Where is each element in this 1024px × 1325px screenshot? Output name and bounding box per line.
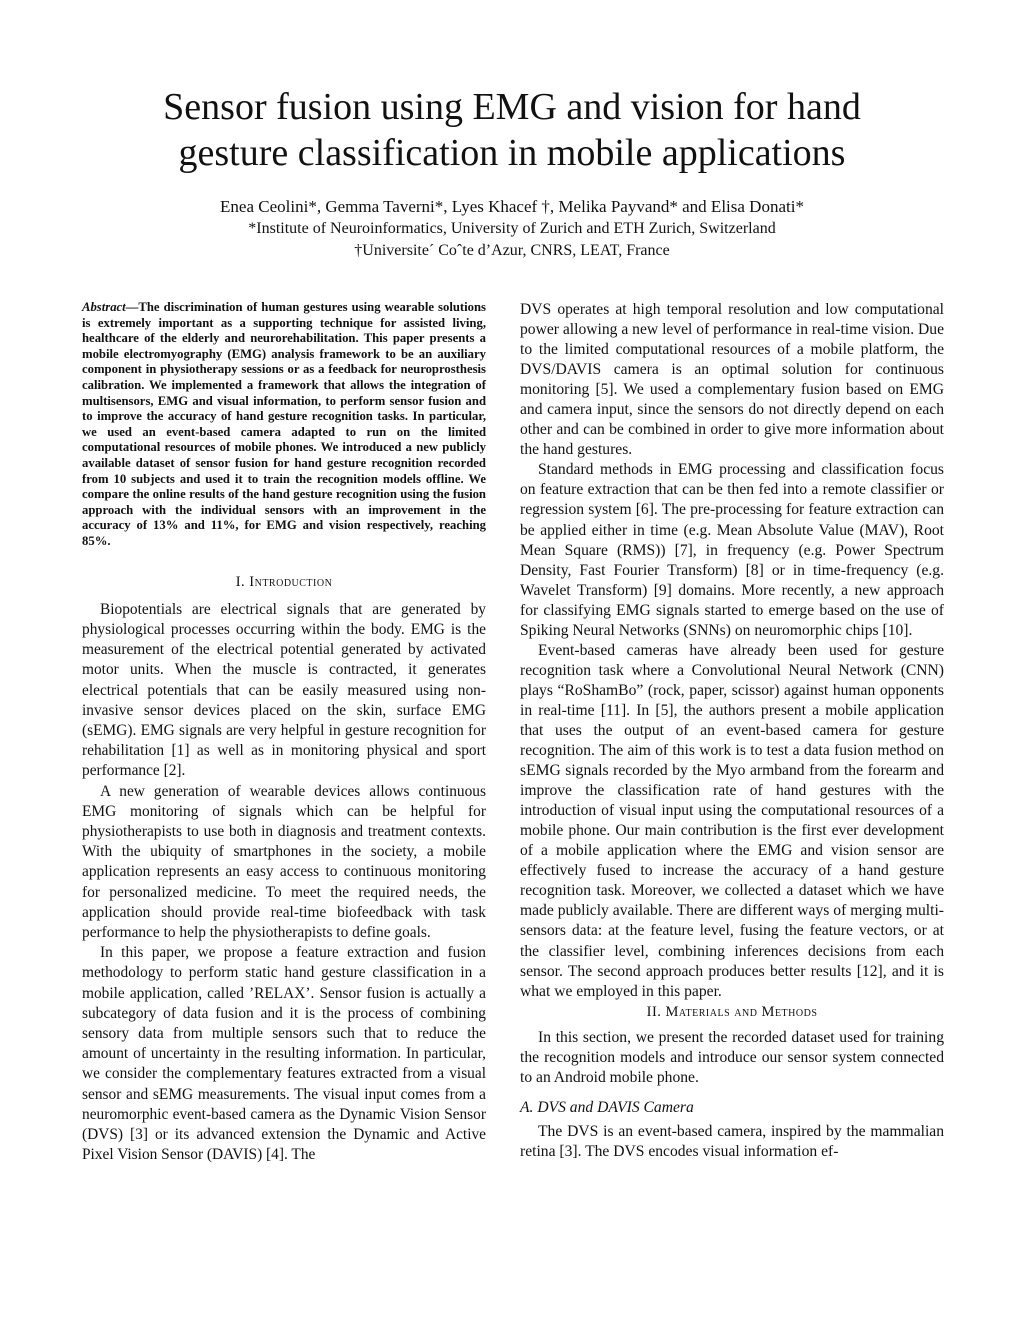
intro-paragraph-2: A new generation of wearable devices allows continuous EMG monitoring of signals which can be helpful for physiotherapists to use both in diagnosis and treatment contexts. With the ubiquity of smartphones in the society, a mobile application represents an easy access to continuous monitoring for personalized medicine. To meet the required needs, the application should provide real-time biofeedback with task performance to help the physiotherapists to define goals. bbox=[82, 782, 486, 941]
right-paragraph-3: Event-based cameras have already been used for gesture recognition task where a Convolutional Neural Network (CNN) plays “RoShamBo” (rock, paper, scissor) against human opponents in real-time [11]. In [5], the authors present a mobile application that uses the output of an event-based camera for gesture recognition. The aim of this work is to test a data fusion method on sEMG signals recorded by the Myo armband from the forearm and improve the classification rate of hand gestures with the introduction of visual input using the computational resources of a mobile phone. Our main contribution is the first ever development of a mobile application where the EMG and vision sensor are effectively fused to increase the accuracy of a hand gesture recognition task. Moreover, we collected a dataset which we have made publicly available. There are different ways of merging multi-sensors data: at the feature level, fusing the feature vectors, or at the classifier level, combining inferences decisions from each sensor. The second approach produces better results [12], and it is what we employed in this paper. bbox=[520, 641, 944, 1000]
intro-heading: I. Introduction bbox=[235, 573, 333, 590]
right-column bbox=[520, 300, 944, 1162]
subsection-a-paragraph-1: The DVS is an event-based camera, inspired by the mammalian retina [3]. The DVS encodes visual information ef- bbox=[520, 1122, 944, 1160]
intro-paragraph-3: In this paper, we propose a feature extraction and fusion methodology to perform static hand gesture classification in a mobile application, called ’RELAX’. Sensor fusion is actually a subcategory of data fusion and it is the process of combining sensory data from multiple sensors such that to reduce the amount of uncertainty in the resulting information. In particular, we consider the complementary features extracted from a visual sensor and sEMG measurements. The visual input comes from a neuromorphic event-based camera as the Dynamic Vision Sensor (DVS) [3] or its advanced extension the Dynamic and Active Pixel Vision Sensor (DAVIS) [4]. The bbox=[82, 944, 486, 1164]
right-paragraph-2: Standard methods in EMG processing and classification focus on feature extraction that can be then fed into a remote classifier or regression system [6]. The pre-processing for feature extraction can be applied either in time (e.g. Mean Absolute Value (MAV), Root Mean Square (RMS)) [7], in frequency (e.g. Power Spectrum Density, Fast Fourier Transform) [8] or in time-frequency (e.g. Wavelet Transform) [9] domains. More recently, a new approach for classifying EMG signals started to emerge based on the use of Spiking Neural Networks (SNNs) on neuromorphic chips [10]. bbox=[520, 461, 944, 639]
abstract-text: The discrimination of human gestures using wearable solutions is extremely important as a supporting technique for assisted living, healthcare of the elderly and neurorehabilitation. This paper presents a mobile electromyography (EMG) analysis framework to be an auxiliary component in physiotherapy sessions or as a feedback for neuroprosthesis calibration. We implemented a framework that allows the integration of multisensors, EMG and visual information, to perform sensor fusion and to improve the accuracy of hand gesture recognition tasks. In particular, we used an event-based camera adapted to run on the limited computational resources of mobile phones. We introduced a new publicly available dataset of sensor fusion for hand gesture recognition recorded from 10 subjects and used it to train the recognition models offline. We compare the online results of the hand gesture recognition using the fusion approach with the individual sensors with an improvement in the accuracy of 13% and 11%, for EMG and vision respectively, reaching 85%. bbox=[82, 300, 486, 548]
left-column bbox=[82, 300, 486, 1165]
author-block bbox=[0, 196, 1024, 262]
methods-heading: II. Materials and Methods bbox=[646, 1003, 818, 1020]
right-paragraph-1: DVS operates at high temporal resolution and low computational power allowing a new level of performance in real-time vision. Due to the limited computational resources of a mobile platform, the DVS/DAVIS camera is an optimal solution for continuous monitoring [5]. We used a complementary fusion based on EMG and camera input, since the sensors do not directly depend on each other and can be combined in order to give more information about the hand gestures. bbox=[520, 301, 944, 459]
subsection-a-heading: A. DVS and DAVIS Camera bbox=[520, 1098, 694, 1116]
abstract-label: Abstract— bbox=[82, 300, 139, 314]
affiliation-1: *Institute of Neuroinformatics, University of Zurich and ETH Zurich, Switzerland bbox=[248, 220, 776, 237]
author-list: Enea Ceolini*, Gemma Taverni*, Lyes Khacef †, Melika Payvand* and Elisa Donati* bbox=[220, 197, 804, 216]
methods-paragraph-1: In this section, we present the recorded dataset used for training the recognition models and introduce our sensor system connected to an Android mobile phone. bbox=[520, 1028, 944, 1086]
affiliation-2: †Universite´ Coˆte d’Azur, CNRS, LEAT, France bbox=[354, 242, 670, 259]
intro-paragraph-1: Biopotentials are electrical signals that are generated by physiological processes occurring within the body. EMG is the measurement of the electrical potential generated by activated motor units. When the muscle is contracted, it generates electrical potentials that can be easily measured using non-invasive sensor devices placed on the skin, surface EMG (sEMG). EMG signals are very helpful in gesture recognition for rehabilitation [1] as well as in monitoring physical and sport performance [2]. bbox=[82, 600, 486, 780]
title-line-1: Sensor fusion using EMG and vision for hand bbox=[163, 86, 861, 128]
title-line-2: gesture classification in mobile applications bbox=[178, 132, 846, 174]
paper-title bbox=[0, 84, 1024, 176]
abstract bbox=[82, 300, 486, 550]
